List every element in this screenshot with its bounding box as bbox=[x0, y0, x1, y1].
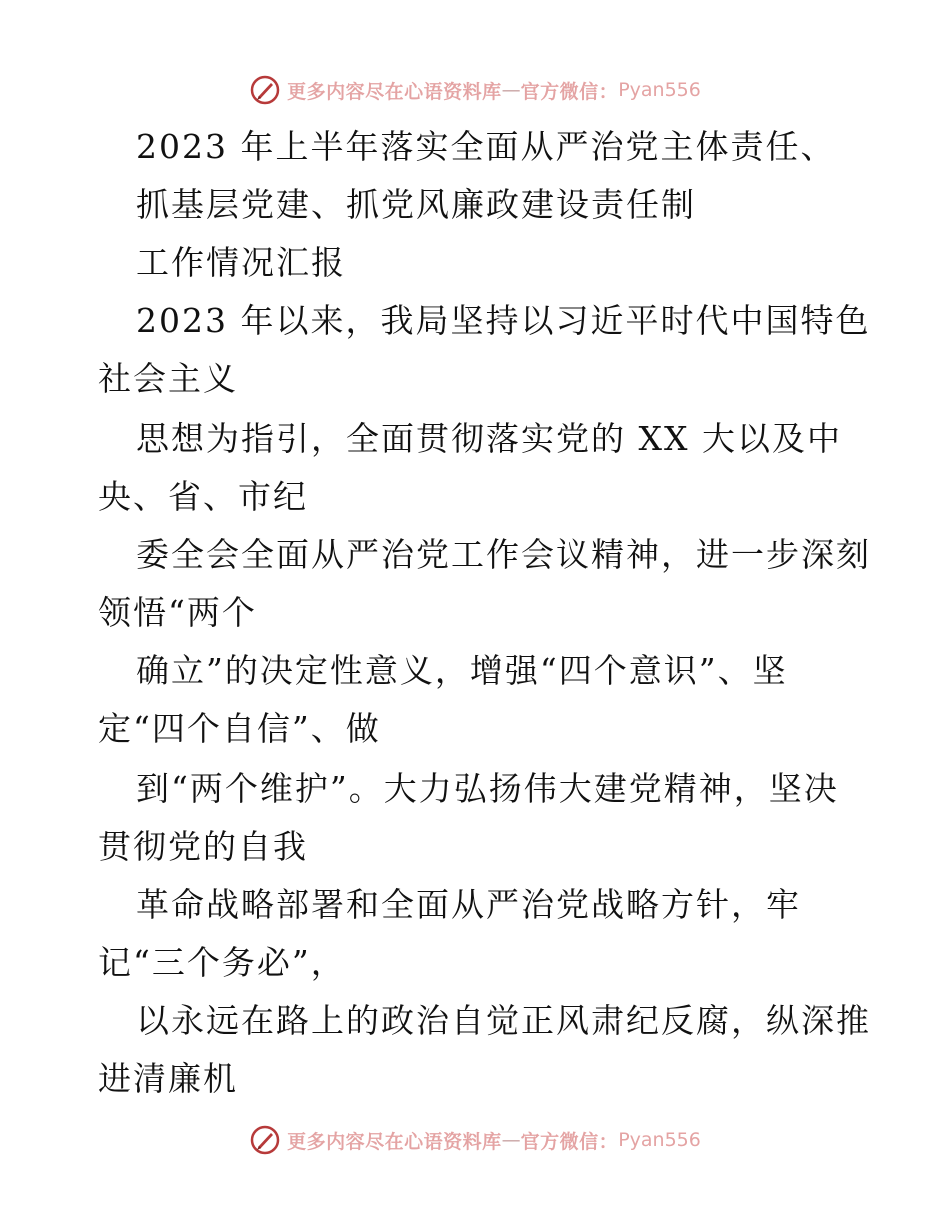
watermark-label: 官方微信： bbox=[520, 1130, 619, 1153]
paragraph-line: 社会主义 bbox=[98, 359, 238, 398]
paragraph-line: 定“四个自信”、做 bbox=[98, 709, 381, 748]
footer-watermark bbox=[0, 1120, 950, 1160]
paragraph-line: 委全会全面从严治党工作会议精神，进一步深刻 bbox=[136, 535, 871, 574]
paragraph-line: 思想为指引，全面贯彻落实党的 XX 大以及中 bbox=[136, 419, 842, 458]
paragraph-line: 贯彻党的自我 bbox=[98, 827, 308, 866]
watermark-separator: — bbox=[501, 1129, 521, 1151]
paragraph-line: 记“三个务必”， bbox=[98, 943, 346, 982]
watermark-main-text: 更多内容尽在心语资料库 bbox=[287, 80, 502, 103]
paragraph-line: 革命战略部署和全面从严治党战略方针，牢 bbox=[136, 885, 801, 924]
title-line-2: 抓基层党建、抓党风廉政建设责任制 bbox=[136, 185, 696, 224]
watermark-label: 官方微信： bbox=[520, 80, 619, 103]
watermark-separator: — bbox=[501, 79, 521, 101]
header-watermark bbox=[0, 70, 950, 110]
watermark-main-text: 更多内容尽在心语资料库 bbox=[287, 1130, 502, 1153]
title-line-1: 2023 年上半年落实全面从严治党主体责任、 bbox=[136, 127, 836, 166]
paragraph-line: 央、省、市纪 bbox=[98, 477, 308, 516]
paragraph-line: 2023 年以来，我局坚持以习近平时代中国特色 bbox=[136, 301, 871, 340]
quill-pen-icon bbox=[249, 1124, 281, 1156]
watermark-wechat-id: Pyan556 bbox=[618, 1129, 701, 1151]
paragraph-line: 确立”的决定性意义，增强“四个意识”、坚 bbox=[136, 651, 788, 690]
title-line-3: 工作情况汇报 bbox=[136, 243, 346, 282]
paragraph-line: 以永远在路上的政治自觉正风肃纪反腐，纵深推 bbox=[136, 1001, 871, 1040]
quill-pen-icon bbox=[249, 74, 281, 106]
paragraph-line: 进清廉机 bbox=[98, 1059, 238, 1098]
paragraph-line: 到“两个维护”。大力弘扬伟大建党精神，坚决 bbox=[136, 769, 839, 808]
paragraph-line: 领悟“两个 bbox=[98, 593, 257, 632]
watermark-wechat-id: Pyan556 bbox=[618, 79, 701, 101]
